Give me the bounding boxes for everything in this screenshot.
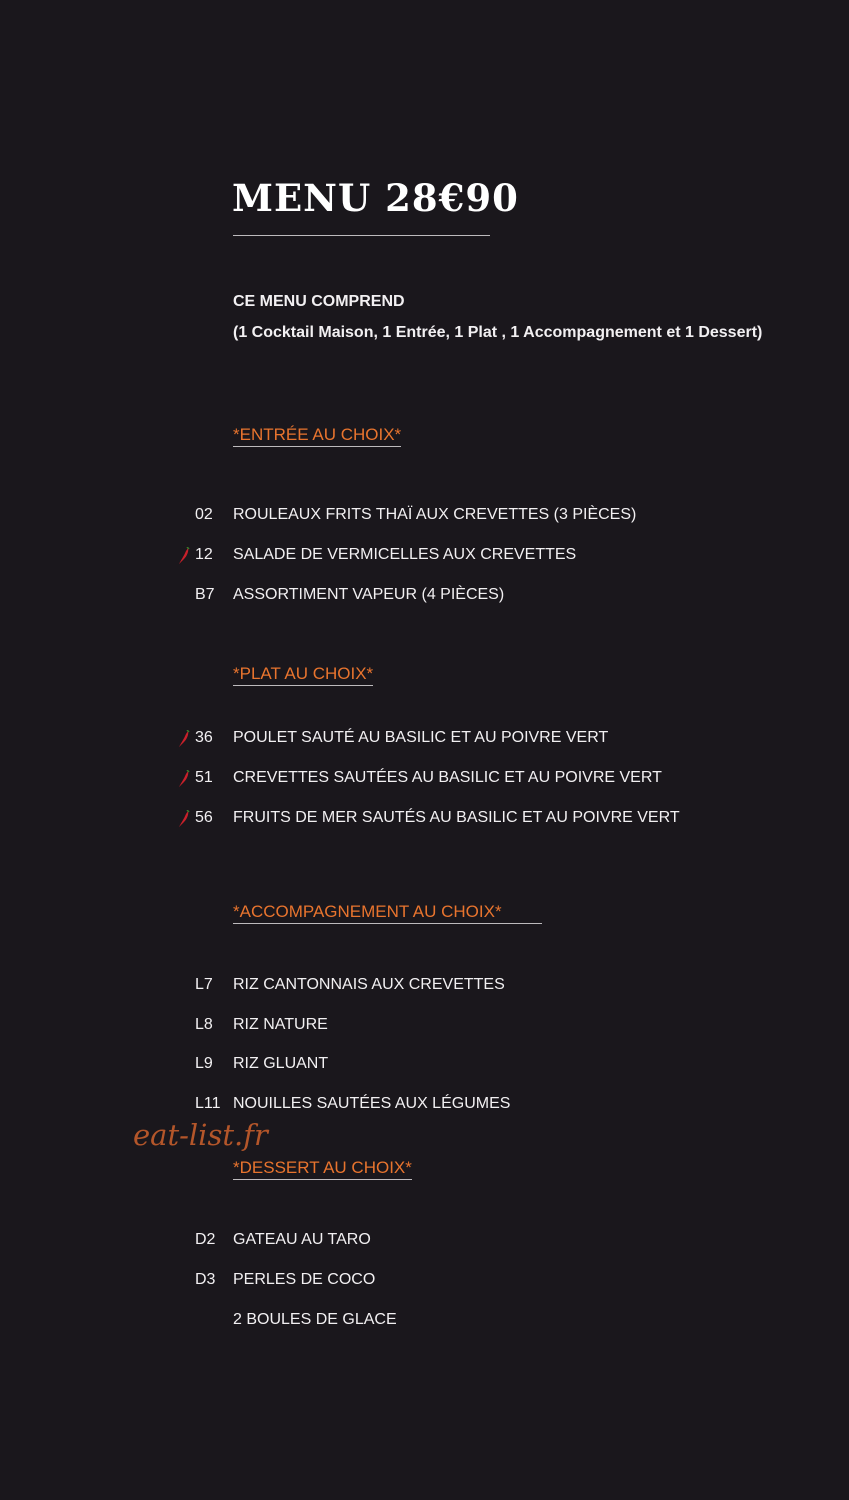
item-name: SALADE DE VERMICELLES AUX CREVETTES (233, 546, 577, 563)
menu-item (0, 976, 849, 998)
menu-item (0, 1271, 849, 1293)
menu-item (0, 546, 849, 568)
item-code: 56 (195, 809, 213, 826)
item-name: ROULEAUX FRITS THAÏ AUX CREVETTES (3 PIÈCES) (233, 506, 637, 523)
item-name: RIZ CANTONNAIS AUX CREVETTES (233, 976, 505, 993)
item-code: D3 (195, 1271, 216, 1288)
menu-item (0, 769, 849, 791)
menu-item (0, 506, 849, 528)
menu-item (0, 729, 849, 751)
item-name: ASSORTIMENT VAPEUR (4 PIÈCES) (233, 586, 505, 603)
item-name: FRUITS DE MER SAUTÉS AU BASILIC ET AU POIVRE VERT (233, 809, 680, 826)
item-code: L7 (195, 976, 213, 993)
chili-pepper-icon (178, 547, 190, 565)
item-code: 12 (195, 546, 213, 563)
item-code: B7 (195, 586, 215, 603)
chili-pepper-icon (178, 730, 190, 748)
menu-item (0, 809, 849, 831)
chili-pepper-icon (178, 770, 190, 788)
item-code: L9 (195, 1055, 213, 1072)
item-name: PERLES DE COCO (233, 1271, 376, 1288)
menu-includes-details: (1 Cocktail Maison, 1 Entrée, 1 Plat , 1 Accompagnement et 1 Dessert) (233, 324, 763, 341)
section-title-entree: *ENTRÉE AU CHOIX* (233, 425, 401, 447)
item-name: POULET SAUTÉ AU BASILIC ET AU POIVRE VERT (233, 729, 609, 746)
menu-item (0, 586, 849, 608)
item-name: GATEAU AU TARO (233, 1231, 371, 1248)
item-code: 51 (195, 769, 213, 786)
menu-includes-heading: CE MENU COMPREND (233, 293, 405, 310)
menu-item (0, 1311, 849, 1333)
item-name: RIZ GLUANT (233, 1055, 329, 1072)
item-name: 2 BOULES DE GLACE (233, 1311, 397, 1328)
menu-item (0, 1016, 849, 1038)
section-title-dessert: *DESSERT AU CHOIX* (233, 1158, 412, 1180)
section-title-accompagnement: *ACCOMPAGNEMENT AU CHOIX* (233, 902, 542, 924)
chili-pepper-icon (178, 810, 190, 828)
title-divider (233, 235, 490, 236)
menu-item (0, 1055, 849, 1077)
item-name: CREVETTES SAUTÉES AU BASILIC ET AU POIVRE VERT (233, 769, 662, 786)
menu-item (0, 1231, 849, 1253)
item-code: 02 (195, 506, 213, 523)
menu-item (0, 1095, 849, 1117)
item-code: 36 (195, 729, 213, 746)
item-code: D2 (195, 1231, 216, 1248)
item-code: L11 (195, 1095, 221, 1112)
menu-title: MENU 28€90 (232, 176, 519, 220)
section-title-plat: *PLAT AU CHOIX* (233, 664, 373, 686)
item-name: NOUILLES SAUTÉES AUX LÉGUMES (233, 1095, 511, 1112)
item-code: L8 (195, 1016, 213, 1033)
item-name: RIZ NATURE (233, 1016, 328, 1033)
watermark: eat-list.fr (133, 1118, 268, 1152)
